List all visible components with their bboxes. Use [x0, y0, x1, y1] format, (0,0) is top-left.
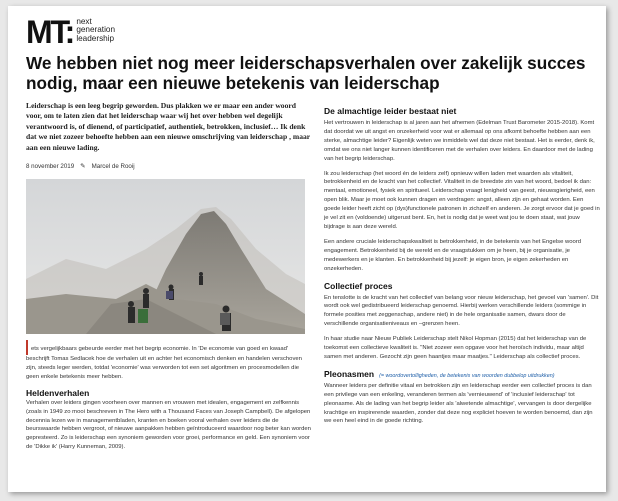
- pleonasmen-paragraph: Wanneer leiders per definitie vitaal en betrokken zijn en leiderschap eerder een collectief proces is dan een privilege van een enkeling, veranderen termen als 'vernieuwend' of 'inclusief leiderschap' tot pleonasme. Als de lading van het begrip leider als 'alwetende almachtige', vervangen is door dergelijke krachtige en inspirerende waarden, zonder dat deze nog expliciet hoeven te worden benoemd, dan zijn we een heel eind in de goede richting.: [324, 382, 593, 425]
- dropcap-accent: [26, 340, 28, 355]
- pencil-icon: ✎: [80, 163, 86, 171]
- pleonasmen-note: (= woordovertolligheden, de betekenis van woorden dubbelop uitdrukken): [379, 372, 555, 379]
- heldenverhalen-text: Verhalen over leiders gingen voorheen over mannen en vrouwen met idealen, engagement en zelfkennis (zoals in 1949 zo mooi beschreven in The Hero with a Thousand Faces van Joseph Campbell). De afgelopen decennia lezen we in managementbladen, kranten en boeken vooral verhalen over leiders die de beurswaarde hebben vergroot, of nieuwe aanpakken hebben geïntroduceerd waardoor nog beter kan worden gepresteerd. Zo is leiderschap een synoniem geworden voor groei, performance en geld. Een synoniem voor de 'Dikke ik' (Harry Kunneman, 2009).: [26, 399, 311, 451]
- heading-pleonasmen: Pleonasmen: [324, 368, 375, 379]
- almachtige-paragraph-2: Ik zou leiderschap (het woord én de leiders zelf) opnieuw willen laden met waarden als vitaliteit, betrokkenheid en de kracht van het collectief. Vitaliteit in de breedste zin van het woord, bedoel ik dan: mentaal, emotioneel, fysiek en spiritueel. Leiderschap vraagt lenigheid van geest, nieuwsgierigheid, een open blik. Maar je moet ook kunnen dragen en verdragen: angst, alleen zijn en gehaat worden. Een goede leider heeft zicht op (dys)functionele patronen in zichzelf en anderen. Je zorgt ervoor dat je goed in je vel zit en (voldoende) uitgerust bent. En, het is nodig dat je weet wat jou te doen staat, wat jouw bijdrage is aan deze wereld.: [324, 170, 600, 230]
- almachtige-paragraph-3: Een andere cruciale leiderschapskwaliteit is betrokkenheid, in de betekenis van het Engelse woord engagement. Betrokkenheid bij de wereld en de vraagstukken om je heen, bij je organisatie, je medewerkers en je klanten. En betrokkenheid bij jezelf: je eigen bron, je eigen zekerheden en onzekerheden.: [324, 238, 582, 272]
- article-meta: [26, 162, 311, 170]
- pleonasmen-heading-row: [324, 369, 600, 380]
- article-date: 8 november 2019: [26, 162, 75, 170]
- heading-collectief-proces: Collectief proces: [324, 280, 393, 291]
- logo[interactable]: [26, 16, 115, 50]
- logo-words: [76, 18, 115, 43]
- article-lead: Leiderschap is een leeg begrip geworden. Dus plakken we er maar een ander woord voor, om te laten zien dat het leiderschap waar wij het over hebben wel degelijk verantwoord is, of dienend, of participatief, authentiek, betrokken, inclusief… Ik denk dat we niet zozeer behoefte hebben aan een nieuwe omschrijving van leiderschap , maar aan een nieuwe lading.: [26, 101, 311, 152]
- article-page: [8, 6, 606, 492]
- collectief-paragraph-2: In haar studie naar Nieuw Publiek Leiderschap stelt Nikol Hopman (2015) dat het leiderschap van de toekomst een collectieve kwaliteit is. "Niet zozeer een opgave voor het heroïsch individu, maar altijd samen met anderen. Gezocht zijn geen haantjes maar maatjes." Leiderschap als collectief proces.: [324, 336, 587, 360]
- article-photo: [26, 179, 305, 334]
- logo-mark: MT:: [26, 14, 74, 50]
- logo-word-generation: generation: [76, 25, 116, 35]
- intro-paragraph: [26, 340, 311, 382]
- intro-paragraph-text: ets vergelijkbaars gebeurde eerder met het begrip economie. In 'De economie van goed en kwaad' beschrijft Tomas Sedlacek hoe de verhalen uit en achter het economisch denken en handelen verschoven zijn, steeds leger werden, totdat 'economie' was verworden tot een set algoritmen en procesmodellen die geen enkele betekenis meer hebben.: [26, 346, 302, 380]
- collectief-paragraph-1: En tenslotte is de kracht van het collectief van belang voor nieuw leiderschap, het gevoel van 'samen'. Dit wordt ook wel gedistribueerd leiderschap genoemd. Hierbij werken verschillende leiders (sommige in formele posities met zeggenschap, andere niet) in de hele organisatie samen, dwars door de verschillende organisatieniveaus en –grenzen heen.: [324, 294, 599, 328]
- almachtige-paragraph-1: Het vertrouwen in leiderschap is al jaren aan het afnemen (Edelman Trust Barometer 2015-2018). Komt dat doordat we uit angst en onzekerheid voor wat er allemaal op ons afkomt behoefte hebben aan een sterke, almachtige leider? Eigenlijk weten we inmiddels wel dat deze niet bestaat. Het is eerder, denk ik, omdat we ons niet langer kunnen identificeren met de verhalen over leiders. En daardoor met de lading van het begrip leiderschap.: [324, 120, 595, 162]
- logo-word-leadership: leadership: [76, 33, 115, 43]
- right-column: [324, 106, 600, 426]
- heading-heldenverhalen: Heldenverhalen: [26, 387, 90, 398]
- left-column: [26, 101, 311, 452]
- logo-word-next: next: [76, 17, 92, 26]
- article-title: We hebben niet nog meer leiderschapsverhalen over zakelijk succes nodig, maar een nieuwe betekenis van leiderschap: [26, 53, 586, 93]
- heading-almachtige-leider: De almachtige leider bestaat niet: [324, 106, 457, 116]
- article-author[interactable]: Marcel de Rooij: [91, 162, 135, 170]
- mountain-hikers-illustration: [26, 179, 305, 334]
